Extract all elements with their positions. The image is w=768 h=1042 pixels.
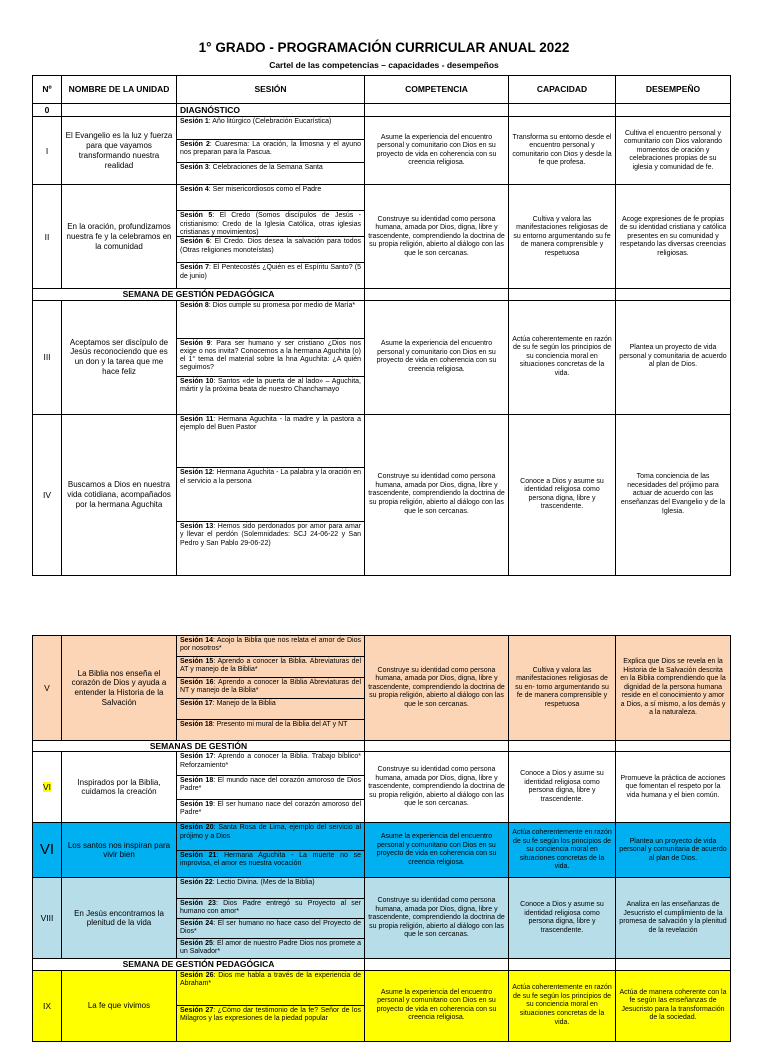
unit-number: II [33, 185, 62, 289]
session-label: Sesión 16 [180, 679, 214, 686]
session-item [177, 185, 364, 211]
session-text: : El Credo (Somos discípulos de Jesús - cristianismo: Credo de la Iglesia Católica, otras iglesias cristianas y movimientos) [180, 212, 362, 236]
unit-number: IV [33, 414, 62, 575]
capacity-text: Actúa coherentemente en razón de su fe según los principios de su conciencia moral en situaciones concretas de la vida. [509, 823, 616, 878]
session-list [177, 414, 365, 575]
capacity-text: Cultiva y valora las manifestaciones religiosas de su entorno argumentando su fe de manera comprensible y respetuosa [509, 185, 616, 289]
unit-row [33, 300, 731, 414]
capacity-text: Actúa coherentemente en razón de su fe según los principios de su conciencia moral en situaciones concretas de la vida. [509, 300, 616, 414]
session-item [177, 339, 364, 377]
performance-text: Plantea un proyecto de vida personal y comunitaria de acuerdo al plan de Dios. [616, 823, 731, 878]
unit-name: El Evangelio es la luz y fuerza para que vayamos transformando nuestra realidad [62, 117, 177, 185]
session-item [177, 163, 364, 185]
session-label: Sesión 1 [180, 118, 209, 126]
session-label: Sesión 19 [180, 800, 214, 808]
unit-row [33, 185, 731, 289]
diagnostic-row [33, 104, 731, 117]
session-text: : Dios me habla a través de la experiencia de Abraham* [180, 971, 361, 987]
separator-label: SEMANA DE GESTIÓN PEDAGÓGICA [33, 959, 365, 970]
diagnostic-label: DIAGNÓSTICO [177, 104, 365, 117]
session-label: Sesión 9 [180, 339, 211, 347]
session-text: : Para ser humano y ser cristiano ¿Dios nos exige o nos invita? Conocemos a la hermana Aguchita (o) el 1° tema del material sobre la hna Aguchita: ¿A quién seguimos? [180, 339, 361, 372]
competence-text: Construye su identidad como persona humana, amada por Dios, digna, libre y trascendente, comprendiendo la doctrina de su propia religión, abierto al diálogo con las que le son cercanas. [365, 636, 509, 741]
session-text: : Hermana Aguchita - La muerte no se improvisa, el amor es nuestra vocación [180, 851, 361, 868]
session-text: : Santa Rosa de Lima, ejemplo del servicio al prójimo y a Dios [180, 824, 362, 840]
session-item [177, 971, 364, 1007]
unit-name: La fe que vivimos [62, 970, 177, 1041]
session-text: : El Pentecostés ¿Quién es el Espíritu Santo? (5 de junio) [180, 264, 361, 280]
header-capacity: CAPACIDAD [509, 76, 616, 104]
session-label: Sesión 18 [180, 777, 214, 785]
curriculum-table-page-1 [32, 75, 731, 576]
unit-number: VIII [33, 878, 62, 959]
session-item [177, 301, 364, 339]
separator-row [33, 741, 731, 752]
unit-name: En Jesús encontramos la plenitud de la vida [62, 878, 177, 959]
curriculum-table-page-2 [32, 635, 731, 1042]
session-item [177, 468, 364, 522]
header-competence: COMPETENCIA [365, 76, 509, 104]
session-item [177, 939, 364, 958]
session-item [177, 800, 364, 823]
unit-name: Buscamos a Dios en nuestra vida cotidiana, acompañados por la hermana Aguchita [62, 414, 177, 575]
session-text: : Aprendo a conocer la Biblia Abreviaturas del NT y manejo de la Biblia* [180, 679, 361, 695]
session-label: Sesión 5 [180, 212, 213, 220]
session-text: : Aprendo a conocer la Biblia. Trabajo bíblico* Reforzamiento* [180, 753, 361, 769]
unit-row [33, 878, 731, 959]
unit-row [33, 117, 731, 185]
session-label: Sesión 17 [180, 753, 214, 761]
session-text: : El ser humano nace del corazón amoroso del Padre* [180, 800, 362, 816]
session-item [177, 720, 364, 740]
session-text: : Hermana Aguchita - la madre y la pastora a ejemplo del Buen Pastor [180, 415, 362, 431]
session-text: : Acojo la Biblia que nos relata el amor de Dios por nosotros* [180, 637, 362, 653]
session-item [177, 117, 364, 140]
session-label: Sesión 21 [180, 851, 217, 859]
capacity-text: Conoce a Dios y asume su identidad religiosa como persona digna, libre y trascendente. [509, 414, 616, 575]
session-label: Sesión 2 [180, 141, 210, 149]
unit-number: I [33, 117, 62, 185]
unit-name: En la oración, profundizamos nuestra fe y la celebramos en la comunidad [62, 185, 177, 289]
session-label: Sesión 7 [180, 264, 210, 272]
unit-number-highlight: VI [42, 782, 52, 793]
separator-label: SEMANA DE GESTIÓN PEDAGÓGICA [33, 289, 365, 300]
session-label: Sesión 17 [180, 700, 213, 707]
capacity-text: Cultiva y valora las manifestaciones religiosas de su en- torno argumentando su fe de manera comprensible y respetuosa [509, 636, 616, 741]
capacity-text: Transforma su entorno desde el encuentro personal y comunitario con Dios y desde la fe que profesa. [509, 117, 616, 185]
competence-text: Asume la experiencia del encuentro personal y comunitario con Dios en su proyecto de vida en coherencia con su creencia religiosa. [365, 970, 509, 1041]
competence-text: Construye su identidad como persona humana, amada por Dios, digna, libre y trascendente, comprendiendo la doctrina de su propia religión, abierto al diálogo con las que le son cercanas. [365, 185, 509, 289]
session-item [177, 919, 364, 939]
performance-text: Acoge expresiones de fe propias de su identidad cristiana y católica presentes en su comunidad y respetando las diversas creencias religiosas. [616, 185, 731, 289]
unit-number: V [33, 636, 62, 741]
session-item [177, 377, 364, 414]
session-text: : Lectio Divina. (Mes de la Biblia) [212, 879, 315, 887]
competence-text: Construye su identidad como persona humana, amada por Dios, digna, libre y trascendente, comprendiendo la doctrina de su propia religión, abierto al diálogo con las que le son cercanas. [365, 752, 509, 823]
capacity-text: Conoce a Dios y asume su identidad religiosa como persona digna, libre y trascendente. [509, 752, 616, 823]
unit-name: Aceptamos ser discípulo de Jesús reconociendo que es un don y la tarea que me hace feliz [62, 300, 177, 414]
unit-number: VI [33, 823, 62, 878]
session-text: : Año litúrgico (Celebración Eucarística) [208, 118, 332, 126]
session-label: Sesión 22 [180, 879, 213, 887]
header-number: Nº [33, 76, 62, 104]
session-label: Sesión 3 [180, 163, 209, 171]
separator-row [33, 959, 731, 970]
session-label: Sesión 25 [180, 940, 213, 948]
performance-text: Actúa de manera coherente con la fe según las enseñanzas de Jesucristo para la transformación de la sociedad. [616, 970, 731, 1041]
session-text: : Manejo de la Biblia [212, 700, 276, 707]
session-text: : Dios Padre entregó su Proyecto al ser humano con amor* [180, 899, 361, 915]
performance-text: Plantea un proyecto de vida personal y comunitaria de acuerdo al plan de Dios. [616, 300, 731, 414]
unit-number: III [33, 300, 62, 414]
session-text: : El mundo nace del corazón amoroso de Dios Padre* [180, 777, 361, 793]
capacity-text: Conoce a Dios y asume su identidad religiosa como persona digna, libre y trascendente. [509, 878, 616, 959]
session-text: : Celebraciones de la Semana Santa [208, 163, 323, 171]
session-list [177, 878, 365, 959]
session-label: Sesión 18 [180, 721, 213, 728]
session-label: Sesión 8 [180, 301, 209, 309]
session-item [177, 1006, 364, 1041]
session-text: : El Credo. Dios desea la salvación para todos (Otras religiones monoteístas) [180, 238, 361, 254]
session-list [177, 300, 365, 414]
session-item [177, 899, 364, 919]
unit-row [33, 970, 731, 1041]
session-item [177, 636, 364, 657]
session-item [177, 776, 364, 800]
session-label: Sesión 6 [180, 238, 210, 246]
session-item [177, 752, 364, 776]
session-text: : Santos «de la puerta de al lado» – Aguchita, mártir y la próxima beata de nuestro Chanchamayo [180, 377, 361, 393]
performance-text: Cultiva el encuentro personal y comunitario con Dios valorando momentos de oración y celebraciones propias de su iglesia y comunidad de fe. [616, 117, 731, 185]
session-text: : Cuaresma: La oración, la limosna y el ayuno nos preparan para la Pascua. [180, 141, 361, 157]
performance-text: Explica que Dios se revela en la Historia de la Salvación descrita en la Biblia comprendiendo que la dignidad de la persona humana reside en el conocimiento y amor a Dios, a sí mismo, a los demás y a la naturaleza. [616, 636, 731, 741]
session-text: : Dios cumple su promesa por medio de María* [208, 301, 356, 309]
session-list [177, 636, 365, 741]
separator-label: SEMANAS DE GESTIÓN [33, 741, 365, 752]
session-label: Sesión 23 [180, 899, 216, 907]
session-label: Sesión 14 [180, 637, 214, 644]
header-performance: DESEMPEÑO [616, 76, 731, 104]
session-list [177, 823, 365, 878]
session-list [177, 117, 365, 185]
unit-row [33, 414, 731, 575]
unit-number: IX [33, 970, 62, 1041]
unit-row [33, 823, 731, 878]
session-label: Sesión 27 [180, 1007, 214, 1015]
header-unit-name: NOMBRE DE LA UNIDAD [62, 76, 177, 104]
performance-text: Toma conciencia de las necesidades del prójimo para actuar de acuerdo con las enseñanzas del Evangelio y de la Iglesia. [616, 414, 731, 575]
session-item [177, 522, 364, 575]
competence-text: Construye su identidad como persona humana, amada por Dios, digna, libre y trascendente, comprendiendo la doctrina de su propia religión, abierto al diálogo con las que le son cercanas. [365, 878, 509, 959]
session-label: Sesión 26 [180, 971, 214, 979]
capacity-text: Actúa coherentemente en razón de su fe según los principios de su conciencia moral en situaciones concretas de la vida. [509, 970, 616, 1041]
session-text: : ¿Cómo dar testimonio de la fe? Señor de los Milagros y las expresiones de la piedad popular [180, 1007, 361, 1023]
table-header-row [33, 76, 731, 104]
session-text: : Aprendo a conocer la Biblia. Abreviaturas del AT y manejo de la Biblia* [180, 658, 361, 674]
unit-row [33, 752, 731, 823]
session-text: : El ser humano no hace caso del Proyecto de Dios* [180, 919, 361, 936]
session-list [177, 970, 365, 1041]
competence-text: Asume la experiencia del encuentro personal y comunitario con Dios en su proyecto de vida en coherencia con su creencia religiosa. [365, 117, 509, 185]
session-item [177, 657, 364, 678]
session-label: Sesión 10 [180, 377, 214, 385]
session-label: Sesión 4 [180, 186, 209, 194]
unit-name: Inspirados por la Biblia, cuidamos la creación [62, 752, 177, 823]
session-text: : Hermana Aguchita - La palabra y la oración en el servicio a la persona [180, 469, 361, 485]
session-list [177, 185, 365, 289]
session-text: : Ser misericordiosos como el Padre [208, 186, 322, 194]
session-label: Sesión 20 [180, 824, 214, 832]
session-label: Sesión 24 [180, 919, 214, 927]
session-item [177, 878, 364, 898]
performance-text: Promueve la práctica de acciones que fomentan el respeto por la vida humana y el bien común. [616, 752, 731, 823]
header-session: SESIÓN [177, 76, 365, 104]
unit-number [33, 752, 62, 823]
unit-name: Los santos nos inspiran para vivir bien [62, 823, 177, 878]
session-text: : Hemos sido perdonados por amor para amar y llevar el perdón (Solemnidades: SCJ 24-06-22 y San Pedro y San Pablo 29-06-22) [180, 523, 361, 547]
session-list [177, 752, 365, 823]
competence-text: Asume la experiencia del encuentro personal y comunitario con Dios en su proyecto de vida en coherencia con su creencia religiosa. [365, 300, 509, 414]
session-item [177, 140, 364, 163]
session-item [177, 851, 364, 878]
session-item [177, 237, 364, 263]
session-label: Sesión 13 [180, 523, 214, 531]
unit-row [33, 636, 731, 741]
session-item [177, 678, 364, 699]
separator-row [33, 289, 731, 300]
performance-text: Analiza en las enseñanzas de Jesucristo el cumplimiento de la promesa de salvación y la plenitud de la revelación [616, 878, 731, 959]
competence-text: Asume la experiencia del encuentro personal y comunitario con Dios en su proyecto de vida en coherencia con su creencia religiosa. [365, 823, 509, 878]
session-text: : El amor de nuestro Padre Dios nos promete a un Salvador* [180, 940, 362, 956]
unit-name: La Biblia nos enseña el corazón de Dios y ayuda a entender la Historia de la Salvación [62, 636, 177, 741]
session-item [177, 823, 364, 851]
session-item [177, 211, 364, 237]
document-title: 1° GRADO - PROGRAMACIÓN CURRICULAR ANUAL 2022 [198, 40, 570, 55]
diagnostic-number: 0 [33, 104, 62, 117]
session-text: : Presento mi mural de la Biblia del AT y NT [212, 721, 348, 728]
session-item [177, 263, 364, 288]
document-subtitle: Cartel de las competencias – capacidades - desempeños [269, 60, 499, 70]
session-item [177, 415, 364, 469]
session-label: Sesión 12 [180, 469, 213, 477]
session-label: Sesión 15 [180, 658, 214, 665]
competence-text: Construye su identidad como persona humana, amada por Dios, digna, libre y trascendente, comprendiendo la doctrina de su propia religión, abierto al diálogo con las que le son cercanas. [365, 414, 509, 575]
session-item [177, 699, 364, 720]
session-label: Sesión 11 [180, 415, 214, 423]
